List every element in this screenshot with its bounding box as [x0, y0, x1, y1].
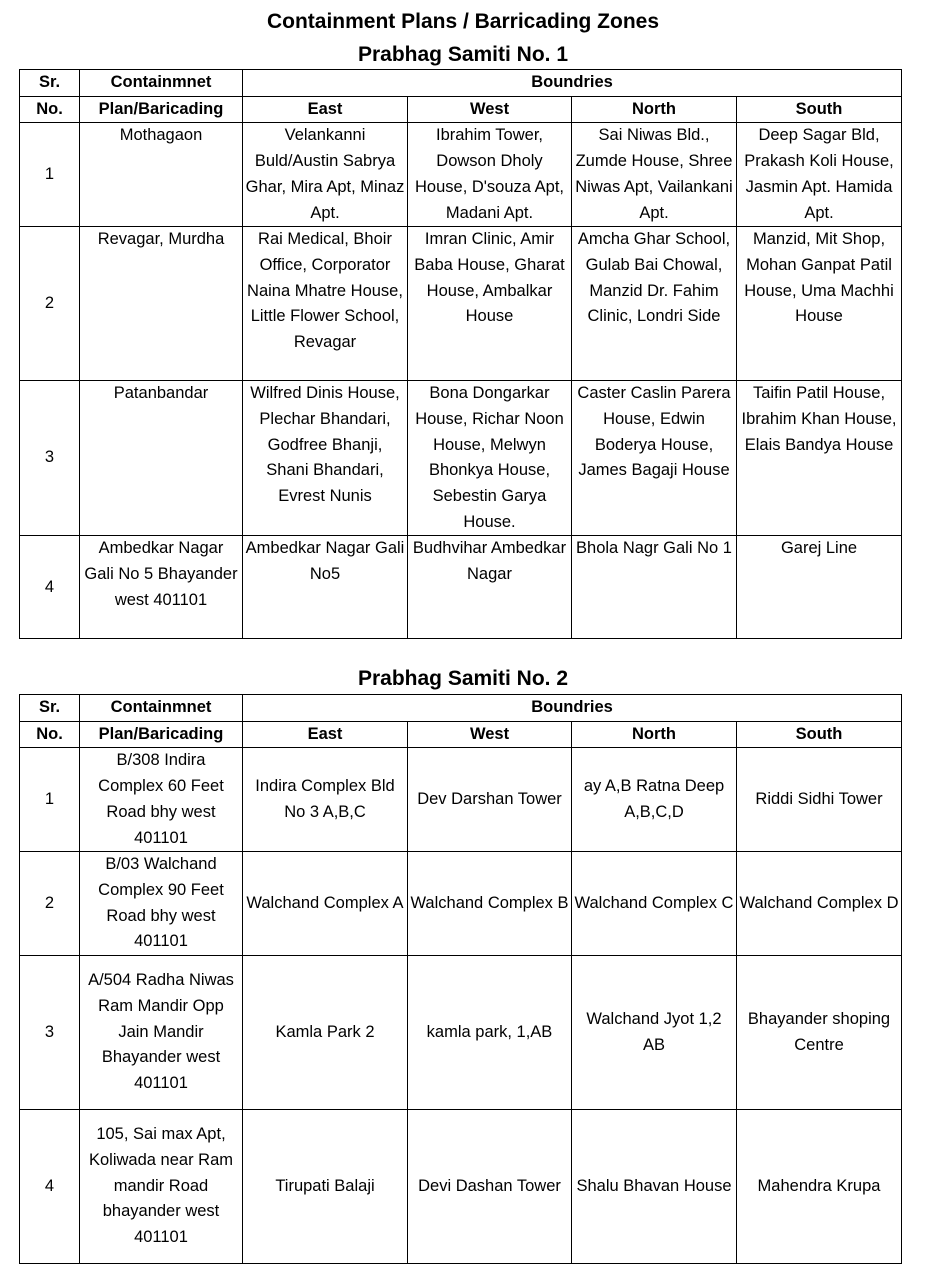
section2-title: Prabhag Samiti No. 2	[357, 667, 569, 690]
plan-cell: Revagar, Murdha	[80, 227, 243, 381]
sr-cell: 3	[20, 381, 80, 536]
section2-table	[19, 694, 902, 1264]
south-cell: Taifin Patil House, Ibrahim Khan House, Elais Bandya House	[737, 381, 902, 536]
west-cell: Ibrahim Tower, Dowson Dholy House, D'souza Apt, Madani Apt.	[408, 123, 572, 227]
header-sr-line1: Sr.	[20, 70, 80, 97]
west-cell: Budhvihar Ambedkar Nagar	[408, 536, 572, 639]
header-sr-line2: No.	[20, 96, 80, 123]
west-cell: Bona Dongarkar House, Richar Noon House, Melwyn Bhonkya House, Sebestin Garya House.	[408, 381, 572, 536]
west-cell: Imran Clinic, Amir Baba House, Gharat House, Ambalkar House	[408, 227, 572, 381]
header-south: South	[737, 721, 902, 748]
north-cell: Shalu Bhavan House	[572, 1110, 737, 1264]
document-title: Containment Plans / Barricading Zones	[266, 10, 660, 33]
table-row	[20, 748, 902, 852]
east-cell: Velankanni Buld/Austin Sabrya Ghar, Mira Apt, Minaz Apt.	[243, 123, 408, 227]
sr-cell: 2	[20, 852, 80, 956]
plan-cell: B/308 Indira Complex 60 Feet Road bhy west 401101	[80, 748, 243, 852]
header-north: North	[572, 96, 737, 123]
north-cell: Caster Caslin Parera House, Edwin Boderya House, James Bagaji House	[572, 381, 737, 536]
header-south: South	[737, 96, 902, 123]
header-plan-line2: Plan/Baricading	[80, 721, 243, 748]
east-cell: Indira Complex Bld No 3 A,B,C	[243, 748, 408, 852]
sr-cell: 3	[20, 956, 80, 1110]
north-cell: Walchand Complex C	[572, 852, 737, 956]
plan-cell: B/03 Walchand Complex 90 Feet Road bhy west 401101	[80, 852, 243, 956]
plan-cell: Ambedkar Nagar Gali No 5 Bhayander west 401101	[80, 536, 243, 639]
plan-cell: Mothagaon	[80, 123, 243, 227]
table-row	[20, 956, 902, 1110]
north-cell: Sai Niwas Bld., Zumde House, Shree Niwas Apt, Vailankani Apt.	[572, 123, 737, 227]
east-cell: Kamla Park 2	[243, 956, 408, 1110]
header-east: East	[243, 96, 408, 123]
sr-cell: 1	[20, 123, 80, 227]
east-cell: Ambedkar Nagar Gali No5	[243, 536, 408, 639]
west-cell: Devi Dashan Tower	[408, 1110, 572, 1264]
sr-cell: 2	[20, 227, 80, 381]
west-cell: Walchand Complex B	[408, 852, 572, 956]
header-plan-line2: Plan/Baricading	[80, 96, 243, 123]
north-cell: Amcha Ghar School, Gulab Bai Chowal, Manzid Dr. Fahim Clinic, Londri Side	[572, 227, 737, 381]
table-row	[20, 852, 902, 956]
header-sr-line1: Sr.	[20, 695, 80, 722]
header-boundaries: Boundries	[243, 695, 902, 722]
east-cell: Tirupati Balaji	[243, 1110, 408, 1264]
plan-cell: Patanbandar	[80, 381, 243, 536]
table-row	[20, 536, 902, 639]
plan-cell: A/504 Radha Niwas Ram Mandir Opp Jain Mandir Bhayander west 401101	[80, 956, 243, 1110]
south-cell: Mahendra Krupa	[737, 1110, 902, 1264]
north-cell: ay A,B Ratna Deep A,B,C,D	[572, 748, 737, 852]
south-cell: Manzid, Mit Shop, Mohan Ganpat Patil House, Uma Machhi House	[737, 227, 902, 381]
table-row	[20, 123, 902, 227]
header-west: West	[408, 721, 572, 748]
header-east: East	[243, 721, 408, 748]
header-north: North	[572, 721, 737, 748]
north-cell: Bhola Nagr Gali No 1	[572, 536, 737, 639]
west-cell: kamla park, 1,AB	[408, 956, 572, 1110]
header-sr-line2: No.	[20, 721, 80, 748]
sr-cell: 1	[20, 748, 80, 852]
table-row	[20, 227, 902, 381]
table-row	[20, 381, 902, 536]
header-plan-line1: Containmnet	[80, 70, 243, 97]
header-boundaries: Boundries	[243, 70, 902, 97]
south-cell: Deep Sagar Bld, Prakash Koli House, Jasmin Apt. Hamida Apt.	[737, 123, 902, 227]
section1-title: Prabhag Samiti No. 1	[357, 43, 569, 66]
plan-cell: 105, Sai max Apt, Koliwada near Ram mandir Road bhayander west 401101	[80, 1110, 243, 1264]
south-cell: Walchand Complex D	[737, 852, 902, 956]
header-plan-line1: Containmnet	[80, 695, 243, 722]
south-cell: Garej Line	[737, 536, 902, 639]
sr-cell: 4	[20, 536, 80, 639]
east-cell: Walchand Complex A	[243, 852, 408, 956]
south-cell: Riddi Sidhi Tower	[737, 748, 902, 852]
east-cell: Rai Medical, Bhoir Office, Corporator Naina Mhatre House, Little Flower School, Revagar	[243, 227, 408, 381]
west-cell: Dev Darshan Tower	[408, 748, 572, 852]
table-row	[20, 1110, 902, 1264]
sr-cell: 4	[20, 1110, 80, 1264]
header-west: West	[408, 96, 572, 123]
east-cell: Wilfred Dinis House, Plechar Bhandari, Godfree Bhanji, Shani Bhandari, Evrest Nunis	[243, 381, 408, 536]
section1-table	[19, 69, 902, 639]
north-cell: Walchand Jyot 1,2 AB	[572, 956, 737, 1110]
south-cell: Bhayander shoping Centre	[737, 956, 902, 1110]
